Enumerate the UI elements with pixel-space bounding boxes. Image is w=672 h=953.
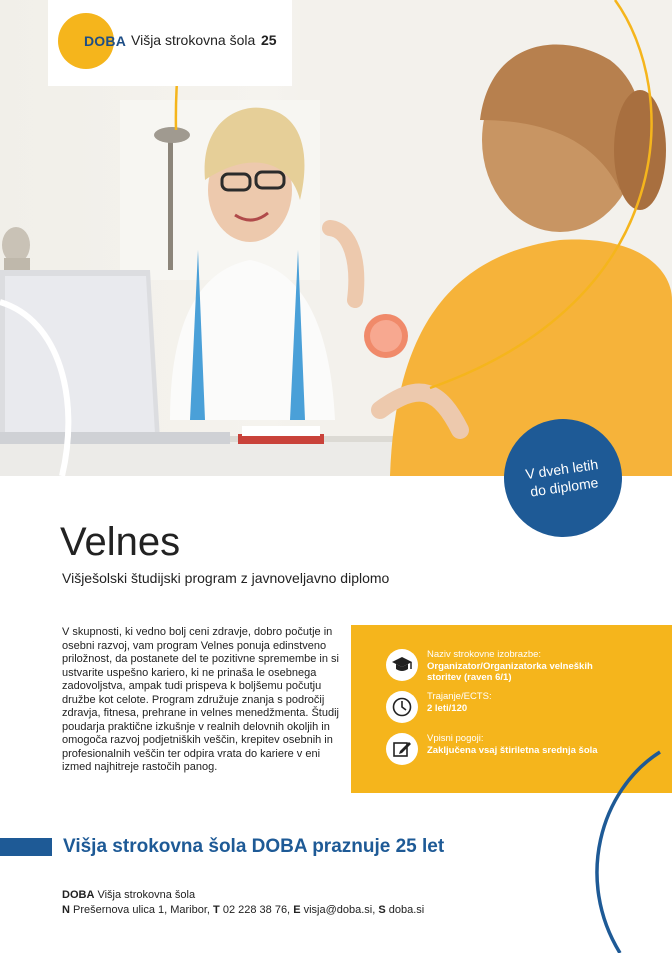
school-logo[interactable] [48,0,292,86]
duration-value: 2 leti/120 [427,702,468,714]
pen-edit-icon [386,733,418,765]
logo-name: Višja strokovna šola [131,32,256,48]
program-info-box [351,625,672,793]
footer-contacts [62,903,424,918]
info-label-qualification [427,649,627,684]
footer-org [62,888,424,903]
qualification-label: Naziv strokovne izobrazbe: [427,649,542,660]
requirements-value: Zaključena vsaj štiriletna srednja šola [427,744,598,756]
footer-phone[interactable]: 02 228 38 76, [222,904,291,916]
logo-anniversary: 25 [261,32,277,48]
logo-brand: DOBA [84,33,127,49]
footer-s-key: S [378,904,386,916]
badge-text: V dveh letih do diplome [524,456,600,500]
footer-t-key: T [213,904,220,916]
contact-footer [62,888,424,918]
headline-bar [0,838,52,856]
footer-brand: DOBA [62,889,95,901]
qualification-value: Organizator/Organizatorka velneških storitev (raven 6/1) [427,660,593,683]
clock-icon [386,691,418,723]
footer-email[interactable]: visja@doba.si, [303,904,376,916]
program-description: V skupnosti, ki vedno bolj ceni zdravje, dobro počutje in osebni razvoj, vam program Velnes ponuja edinstveno priložnost, da postanete del te pozitivne spremembe in si ustvarite uspešno kariero, ki ne prinaša le osebnega zadovoljstva, ampak tudi prispeva k boljšemu počutju družbe kot celote. Program združuje znanja s področij zdravja, fitnesa, prehrane in velnes menedžmenta. Študij poudarja praktične izkušnje v realnih delovnih okoljih in omogoča razvoj podjetniških veščin, krepitev osebnih in profesionalnih veščin ter odpira vrata do kariere v eni izmed najhitreje rastočih panog. [62,626,339,773]
footer-website[interactable]: doba.si [388,904,425,916]
duration-label: Trajanje/ECTS: [427,691,492,702]
footer-address: Prešernova ulica 1, Maribor, [73,904,210,916]
anniversary-headline: Višja strokovna šola DOBA praznuje 25 let [63,836,445,857]
footer-org-name: Višja strokovna šola [97,889,196,901]
footer-e-key: E [293,904,301,916]
page-title: Velnes [60,520,181,564]
graduation-cap-icon [386,649,418,681]
hero-photo [0,0,672,476]
requirements-label: Vpisni pogoji: [427,733,484,744]
page-subtitle: Višješolski študijski program z javnoveljavno diplomo [62,570,390,586]
info-label-requirements [427,733,627,756]
footer-n-key: N [62,904,70,916]
info-label-duration [427,691,627,714]
